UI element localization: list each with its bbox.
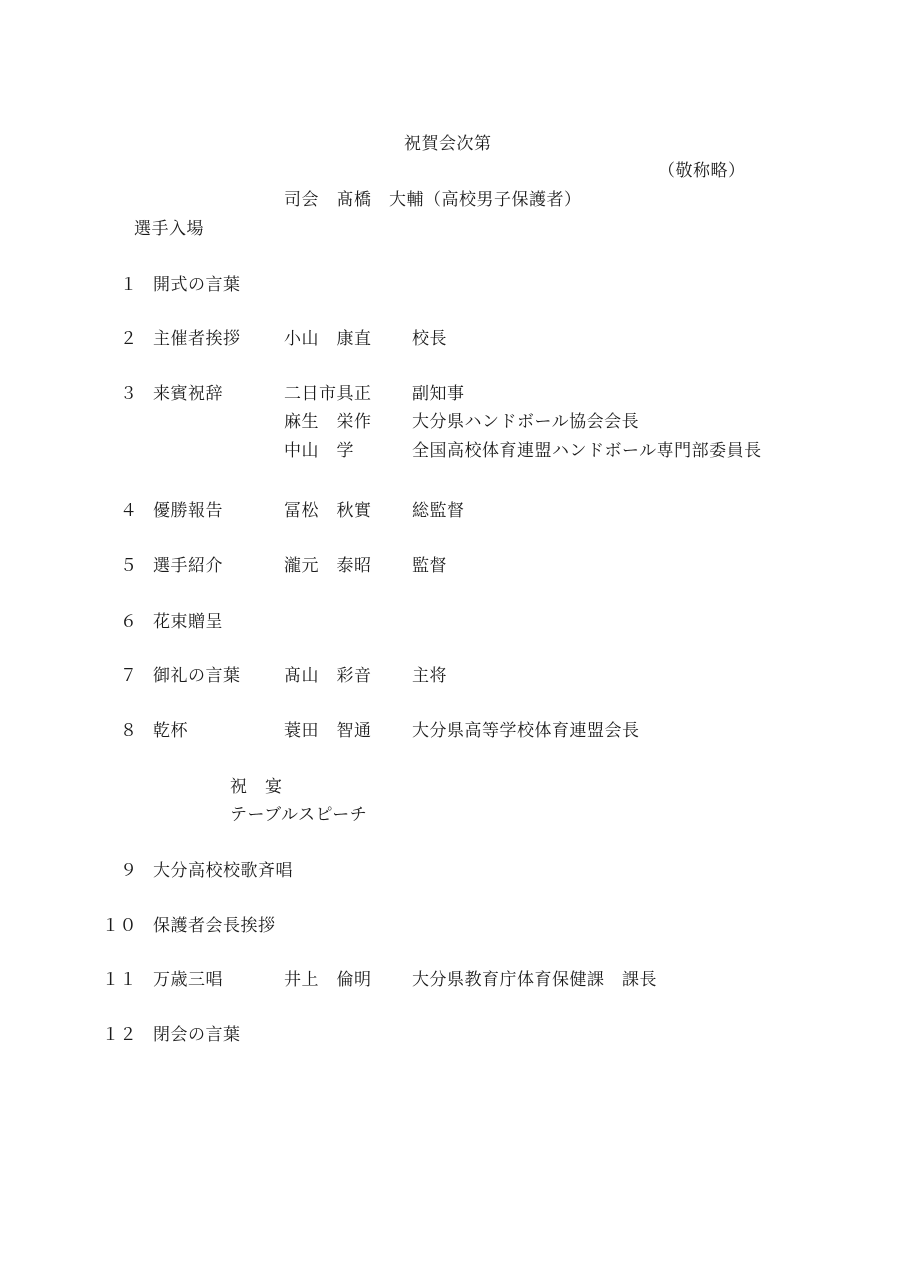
- item-number: ４: [120, 501, 138, 521]
- honorific-note: （敬称略）: [658, 161, 746, 181]
- item-number: ５: [120, 556, 138, 576]
- item-number: ６: [120, 612, 138, 632]
- banquet-title: 祝 宴: [230, 777, 283, 797]
- item-person-role: 校長: [412, 329, 447, 349]
- item-person-role: 大分県教育庁体育保健課 課長: [412, 970, 657, 990]
- entrance-line: 選手入場: [134, 219, 204, 239]
- document-title: 祝賀会次第: [404, 134, 492, 154]
- item-number: ８: [120, 721, 138, 741]
- item-person-role: 主将: [412, 666, 447, 686]
- item-label: 主催者挨拶: [153, 329, 241, 349]
- item-label: 優勝報告: [153, 501, 223, 521]
- item-person-name: 中山 学: [284, 441, 354, 461]
- item-person-name: 蓑田 智通: [284, 721, 372, 741]
- table-speech-line: テーブルスピーチ: [230, 805, 368, 825]
- item-person-name: 瀧元 泰昭: [284, 556, 372, 576]
- item-label: 大分高校校歌斉唱: [153, 861, 293, 881]
- item-label: 御礼の言葉: [153, 666, 241, 686]
- item-number: ３: [120, 384, 138, 404]
- item-number: ２: [120, 329, 138, 349]
- item-person-role: 大分県高等学校体育連盟会長: [412, 721, 640, 741]
- item-person-name: 髙山 彩音: [284, 666, 372, 686]
- item-number: ９: [120, 861, 138, 881]
- item-label: 選手紹介: [153, 556, 223, 576]
- item-person-name: 麻生 栄作: [284, 412, 372, 432]
- item-person-role: 大分県ハンドボール協会会長: [412, 412, 640, 432]
- item-label: 開式の言葉: [153, 275, 241, 295]
- item-person-role: 総監督: [412, 501, 465, 521]
- item-person-name: 井上 倫明: [284, 970, 372, 990]
- item-number: １１: [102, 970, 137, 990]
- item-label: 保護者会長挨拶: [153, 916, 276, 936]
- item-number: １: [120, 275, 138, 295]
- item-label: 閉会の言葉: [153, 1025, 241, 1045]
- item-label: 乾杯: [153, 721, 188, 741]
- item-person-name: 二日市具正: [284, 384, 372, 404]
- item-person-role: 監督: [412, 556, 447, 576]
- item-label: 万歳三唱: [153, 970, 223, 990]
- item-person-role: 副知事: [412, 384, 465, 404]
- item-person-name: 冨松 秋實: [284, 501, 372, 521]
- item-label: 花束贈呈: [153, 612, 223, 632]
- mc-line: 司会 髙橋 大輔（高校男子保護者）: [284, 190, 582, 210]
- item-number: １０: [102, 916, 137, 936]
- item-label: 来賓祝辞: [153, 384, 223, 404]
- item-person-role: 全国高校体育連盟ハンドボール専門部委員長: [412, 441, 762, 461]
- item-number: １２: [102, 1025, 137, 1045]
- item-person-name: 小山 康直: [284, 329, 372, 349]
- item-number: ７: [120, 666, 138, 686]
